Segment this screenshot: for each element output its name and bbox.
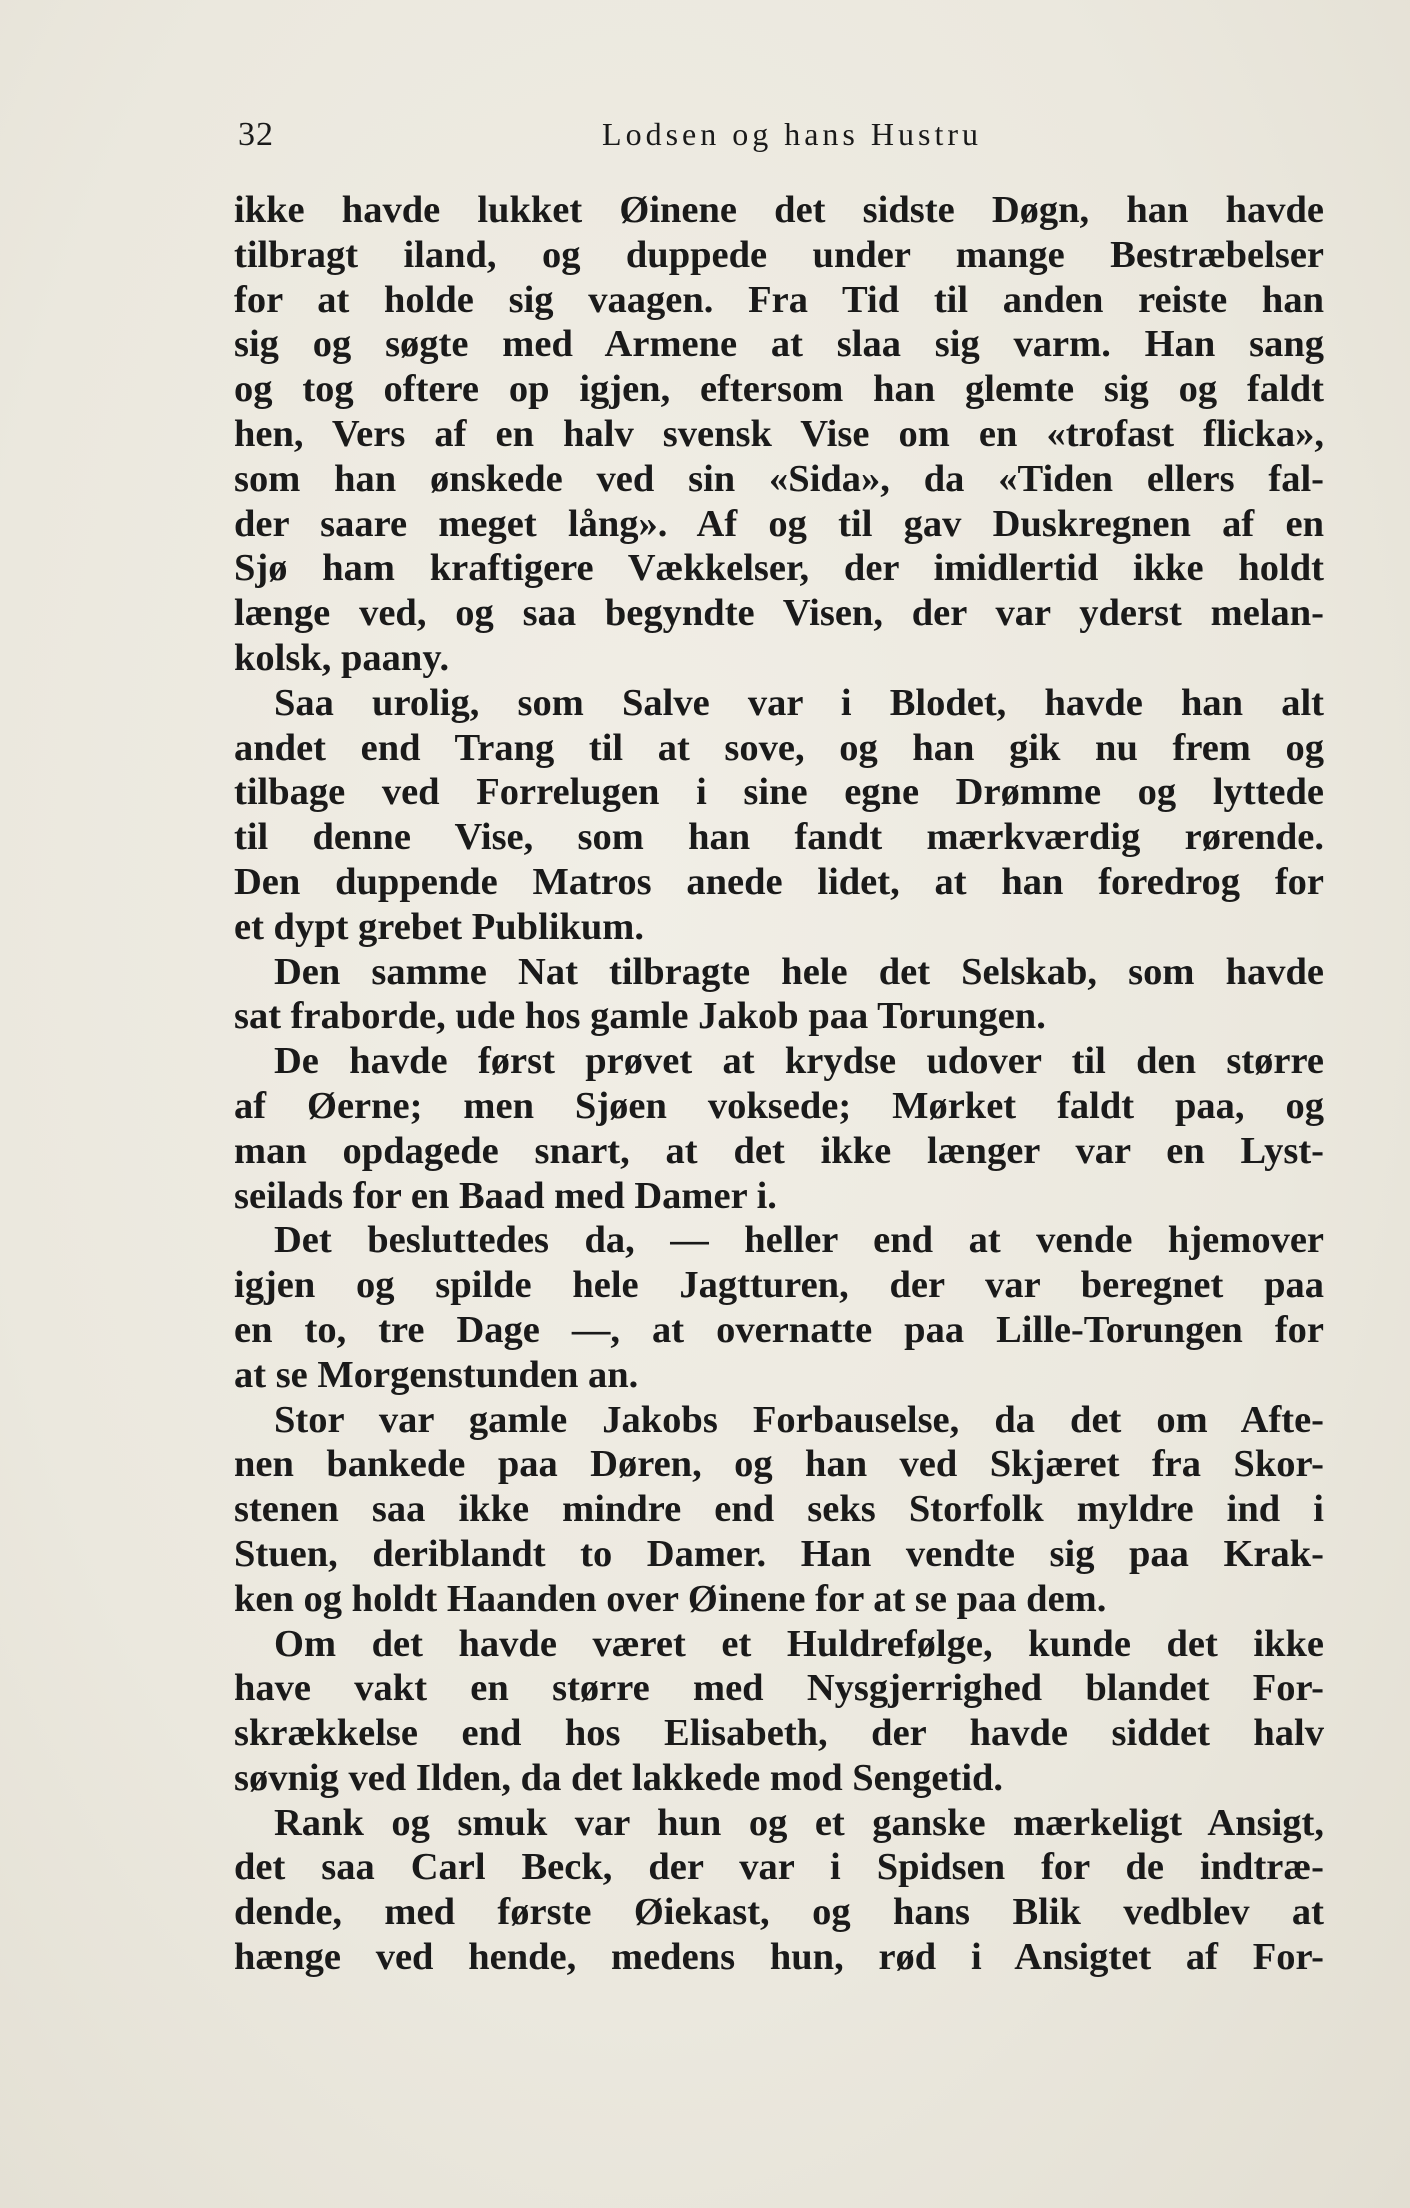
- text-line: søvnig ved Ilden, da det lakkede mod Sengetid.: [234, 1756, 1004, 1799]
- text-line: Rank og smuk var hun og et ganske mærkeligt Ansigt,: [274, 1801, 1324, 1844]
- text-line: andet end Trang til at sove, og han gik nu frem og: [234, 726, 1324, 769]
- text-line: ken og holdt Haanden over Øinene for at se paa dem.: [234, 1577, 1107, 1620]
- text-line: kolsk, paany.: [234, 636, 450, 679]
- body-text: [234, 188, 1324, 1980]
- text-line: hænge ved hende, medens hun, rød i Ansigtet af For-: [234, 1936, 1324, 1979]
- text-line: Det besluttedes da, — heller end at vende hjemover: [274, 1219, 1324, 1262]
- text-line: en to, tre Dage —, at overnatte paa Lille-Torungen for: [234, 1308, 1324, 1351]
- text-line: sat fraborde, ude hos gamle Jakob paa Torungen.: [234, 995, 1046, 1038]
- text-line: Den duppende Matros anede lidet, at han foredrog for: [234, 860, 1324, 903]
- text-line: tilbage ved Forrelugen i sine egne Drømme og lyttede: [234, 771, 1324, 814]
- text-line: De havde først prøvet at krydse udover til den større: [274, 1040, 1324, 1083]
- text-line: at se Morgenstunden an.: [234, 1353, 639, 1396]
- text-line: seilads for en Baad med Damer i.: [234, 1174, 777, 1217]
- text-line: Saa urolig, som Salve var i Blodet, havde han alt: [274, 681, 1324, 724]
- text-line: et dypt grebet Publikum.: [234, 905, 644, 948]
- text-line: for at holde sig vaagen. Fra Tid til anden reiste han: [234, 278, 1324, 321]
- text-line: hen, Vers af en halv svensk Vise om en «trofast flicka»,: [234, 412, 1324, 455]
- text-line: Stuen, deriblandt to Damer. Han vendte sig paa Krak-: [234, 1532, 1324, 1575]
- text-line: til denne Vise, som han fandt mærkværdig rørende.: [234, 816, 1324, 859]
- text-line: have vakt en større med Nysgjerrighed blandet For-: [234, 1667, 1324, 1710]
- text-line: man opdagede snart, at det ikke længer var en Lyst-: [234, 1129, 1324, 1172]
- running-title: Lodsen og hans Hustru: [602, 116, 982, 152]
- text-line: Sjø ham kraftigere Vækkelser, der imidlertid ikke holdt: [234, 547, 1324, 590]
- text-line: og tog oftere op igjen, eftersom han glemte sig og faldt: [234, 368, 1324, 411]
- text-line: igjen og spilde hele Jagtturen, der var beregnet paa: [234, 1264, 1324, 1307]
- text-line: stenen saa ikke mindre end seks Storfolk myldre ind i: [234, 1488, 1324, 1531]
- text-line: som han ønskede ved sin «Sida», da «Tiden ellers fal-: [234, 457, 1324, 500]
- text-line: det saa Carl Beck, der var i Spidsen for de indtræ-: [234, 1846, 1324, 1889]
- text-line: Om det havde været et Huldrefølge, kunde det ikke: [274, 1622, 1324, 1665]
- text-line: Stor var gamle Jakobs Forbauselse, da det om Afte-: [274, 1398, 1324, 1441]
- text-line: længe ved, og saa begyndte Visen, der var yderst melan-: [234, 592, 1324, 635]
- text-line: af Øerne; men Sjøen voksede; Mørket faldt paa, og: [234, 1084, 1324, 1127]
- text-line: Den samme Nat tilbragte hele det Selskab, som havde: [274, 950, 1324, 993]
- text-line: skrækkelse end hos Elisabeth, der havde siddet halv: [234, 1712, 1324, 1755]
- text-line: nen bankede paa Døren, og han ved Skjæret fra Skor-: [234, 1443, 1324, 1486]
- page-header: [232, 116, 1322, 166]
- text-line: dende, med første Øiekast, og hans Blik vedblev at: [234, 1891, 1324, 1934]
- text-line: sig og søgte med Armene at slaa sig varm. Han sang: [234, 323, 1324, 366]
- text-line: tilbragt iland, og duppede under mange Bestræbelser: [234, 233, 1324, 276]
- text-line: der saare meget lång». Af og til gav Duskregnen af en: [234, 502, 1324, 545]
- page-number: 32: [238, 116, 274, 153]
- text-line: ikke havde lukket Øinene det sidste Døgn, han havde: [234, 189, 1324, 231]
